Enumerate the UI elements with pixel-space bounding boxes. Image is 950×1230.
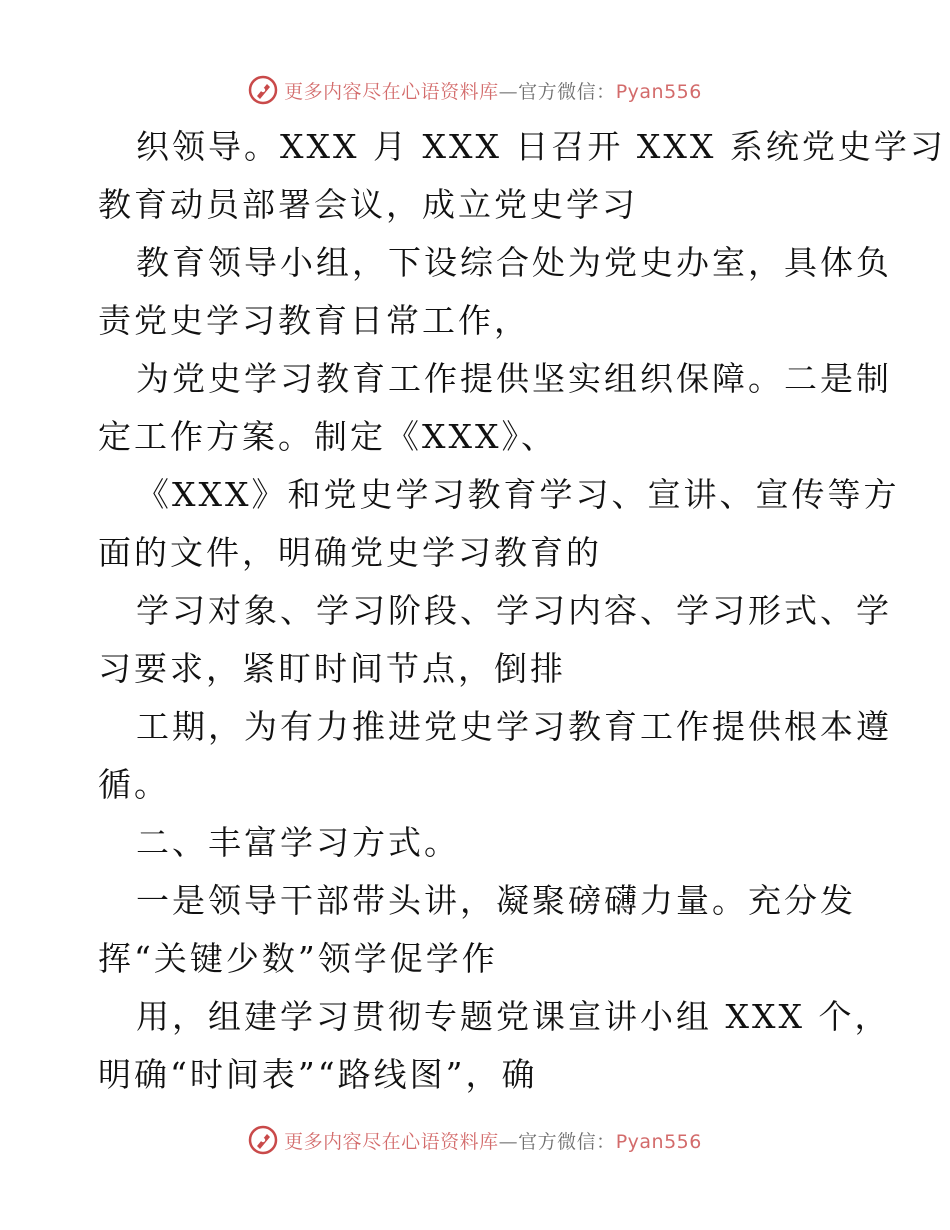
watermark-text [284,77,702,104]
body-line: 为党史学习教育工作提供坚实组织保障。二是制 [136,359,892,398]
watermark-wechat-id: Pyan556 [615,80,702,103]
body-line: 用，组建学习贯彻专题党课宣讲小组 XXX 个， [136,997,891,1036]
watermark-brand: 更多内容尽在心语资料库 [284,1130,499,1153]
body-line: 学习对象、学习阶段、学习内容、学习形式、学 [136,591,892,630]
body-line: 挥“关键少数”领学促学作 [98,939,498,978]
body-line: 循。 [98,765,170,804]
footer-watermark [0,1120,950,1160]
body-line: 面的文件，明确党史学习教育的 [98,533,602,572]
watermark-brand: 更多内容尽在心语资料库 [284,80,499,103]
section-heading: 二、丰富学习方式。 [136,823,460,862]
body-line: 责党史学习教育日常工作， [98,301,530,340]
body-line: 定工作方案。制定《XXX》、 [98,417,557,456]
watermark-official-label: 官方微信： [518,1130,616,1153]
body-line: 习要求，紧盯时间节点，倒排 [98,649,566,688]
body-line: 织领导。XXX 月 XXX 日召开 XXX 系统党史学习 [136,127,946,166]
body-line: 《XXX》和党史学习教育学习、宣讲、宣传等方 [136,475,900,514]
body-line: 明确“时间表”“路线图”，确 [98,1055,538,1094]
body-line: 教育领导小组，下设综合处为党史办室，具体负 [136,243,892,282]
document-body [98,118,946,1104]
watermark-text [284,1127,702,1154]
watermark-separator: — [498,80,519,103]
body-line: 教育动员部署会议，成立党史学习 [98,185,638,224]
body-line: 工期，为有力推进党史学习教育工作提供根本遵 [136,707,892,746]
pen-nib-logo-icon [248,75,278,105]
watermark-wechat-id: Pyan556 [615,1130,702,1153]
pen-nib-logo-icon [248,1125,278,1155]
body-line: 一是领导干部带头讲，凝聚磅礴力量。充分发 [136,881,856,920]
header-watermark [0,70,950,110]
watermark-separator: — [498,1130,519,1153]
watermark-official-label: 官方微信： [518,80,616,103]
